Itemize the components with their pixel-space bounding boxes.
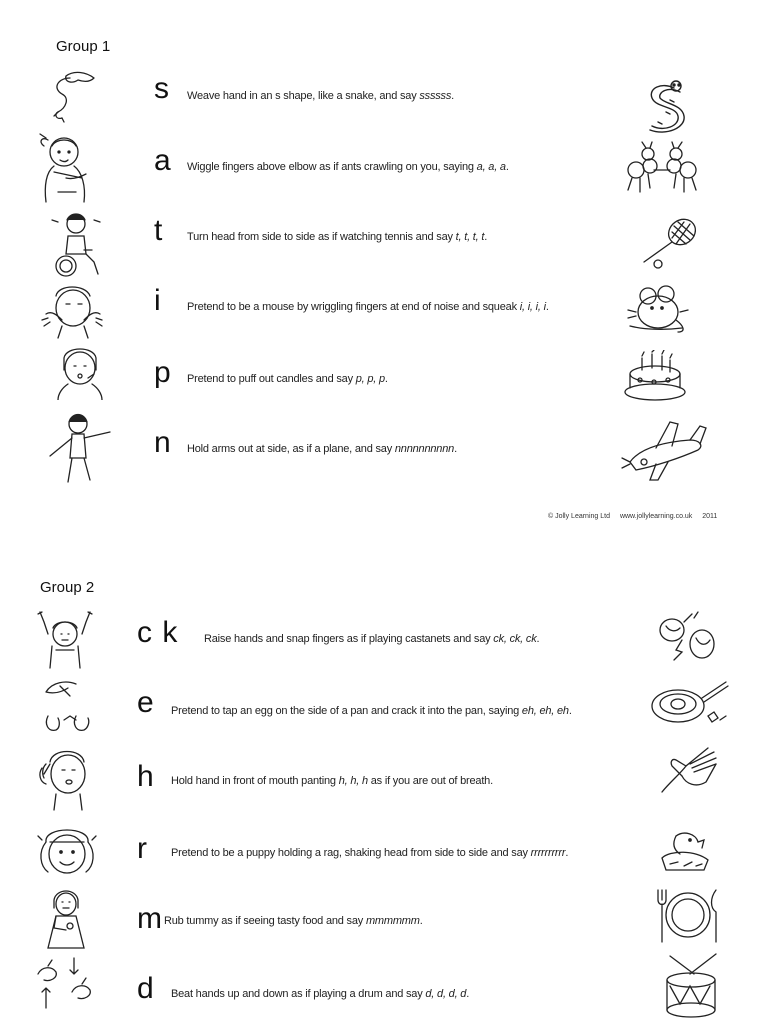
child-puffing-icon <box>52 344 108 400</box>
letter-t: t <box>154 214 163 247</box>
group-2-title: Group 2 <box>40 579 95 596</box>
mouse-icon <box>626 282 690 334</box>
copyright-footer <box>548 513 725 520</box>
instruction-ck: Raise hands and snap fingers as if playing castanets and say ck, ck, ck. <box>204 633 540 645</box>
group-1-row-t <box>0 210 768 278</box>
group-1-row-a <box>0 132 768 204</box>
copyright-year: 2011 <box>702 513 718 520</box>
letter-a: a <box>154 144 171 177</box>
group-2-row-d <box>0 952 768 1022</box>
instruction-d: Beat hands up and down as if playing a drum and say d, d, d, d. <box>171 988 470 1000</box>
group-1-title: Group 1 <box>56 38 111 55</box>
instruction-e: Pretend to tap an egg on the side of a pan and crack it into the pan, saying eh, eh, eh. <box>171 705 572 717</box>
puppy-rag-icon <box>656 828 714 876</box>
instruction-m: Rub tummy as if seeing tasty food and say mmmmmm. <box>164 915 423 927</box>
instruction-s: Weave hand in an s shape, like a snake, and say ssssss. <box>187 90 455 102</box>
snake-icon <box>640 78 690 134</box>
birthday-cake-icon <box>622 350 688 402</box>
instruction-a: Wiggle fingers above elbow as if ants crawling on you, saying a, a, a. <box>187 161 509 173</box>
child-plane-arms-icon <box>46 410 116 486</box>
tennis-racket-icon <box>638 214 702 270</box>
letter-s: s <box>154 72 169 105</box>
instruction-h: Hold hand in front of mouth panting h, h, h as if you are out of breath. <box>171 775 493 787</box>
letter-n: n <box>154 426 171 459</box>
child-shaking-head-icon <box>34 822 100 884</box>
child-mouse-whiskers-icon <box>40 280 106 340</box>
copyright-company: © Jolly Learning Ltd <box>548 513 610 520</box>
letter-ck: c k <box>137 616 178 649</box>
group-2-row-e <box>0 676 768 742</box>
drum-icon <box>660 952 722 1020</box>
instruction-p: Pretend to puff out candles and say p, p, p. <box>187 373 388 385</box>
group-1-row-s <box>0 68 768 130</box>
group-2-row-ck <box>0 610 768 672</box>
group-2-row-h <box>0 744 768 818</box>
child-watching-tennis-icon <box>48 210 104 278</box>
instruction-n: Hold arms out at side, as if a plane, and say nnnnnnnnnn. <box>187 443 457 455</box>
castanets-icon <box>654 610 720 668</box>
frying-pan-egg-icon <box>648 676 730 730</box>
group-2-row-m <box>0 886 768 952</box>
group-1-row-n <box>0 410 768 488</box>
hand-s-shape-icon <box>44 68 100 124</box>
instruction-t: Turn head from side to side as if watching tennis and say t, t, t, t. <box>187 231 488 243</box>
instruction-i: Pretend to be a mouse by wriggling fingers at end of noise and squeak i, i, i, i. <box>187 301 549 313</box>
letter-r: r <box>137 832 147 865</box>
letter-p: p <box>154 356 171 389</box>
airplane-icon <box>620 418 710 484</box>
plate-fork-knife-icon <box>654 886 722 944</box>
hands-cracking-egg-icon <box>40 676 100 742</box>
letter-i: i <box>154 284 161 317</box>
instruction-r: Pretend to be a puppy holding a rag, shaking head from side to side and say rrrrrrrrrr. <box>171 847 569 859</box>
child-panting-icon <box>36 744 98 812</box>
letter-e: e <box>137 686 154 719</box>
hand-icon <box>656 744 722 796</box>
hands-beating-drum-icon <box>34 952 100 1018</box>
letter-h: h <box>137 760 154 793</box>
ants-icon <box>622 140 702 200</box>
group-1-row-i <box>0 280 768 342</box>
letter-d: d <box>137 972 154 1005</box>
group-2-row-r <box>0 822 768 884</box>
letter-m: m <box>137 902 162 935</box>
child-rubbing-tummy-icon <box>40 886 92 952</box>
group-1-row-p <box>0 344 768 406</box>
child-snapping-fingers-icon <box>34 610 96 670</box>
child-wiggling-fingers-icon <box>36 132 106 208</box>
copyright-website: www.jollylearning.co.uk <box>619 513 693 520</box>
